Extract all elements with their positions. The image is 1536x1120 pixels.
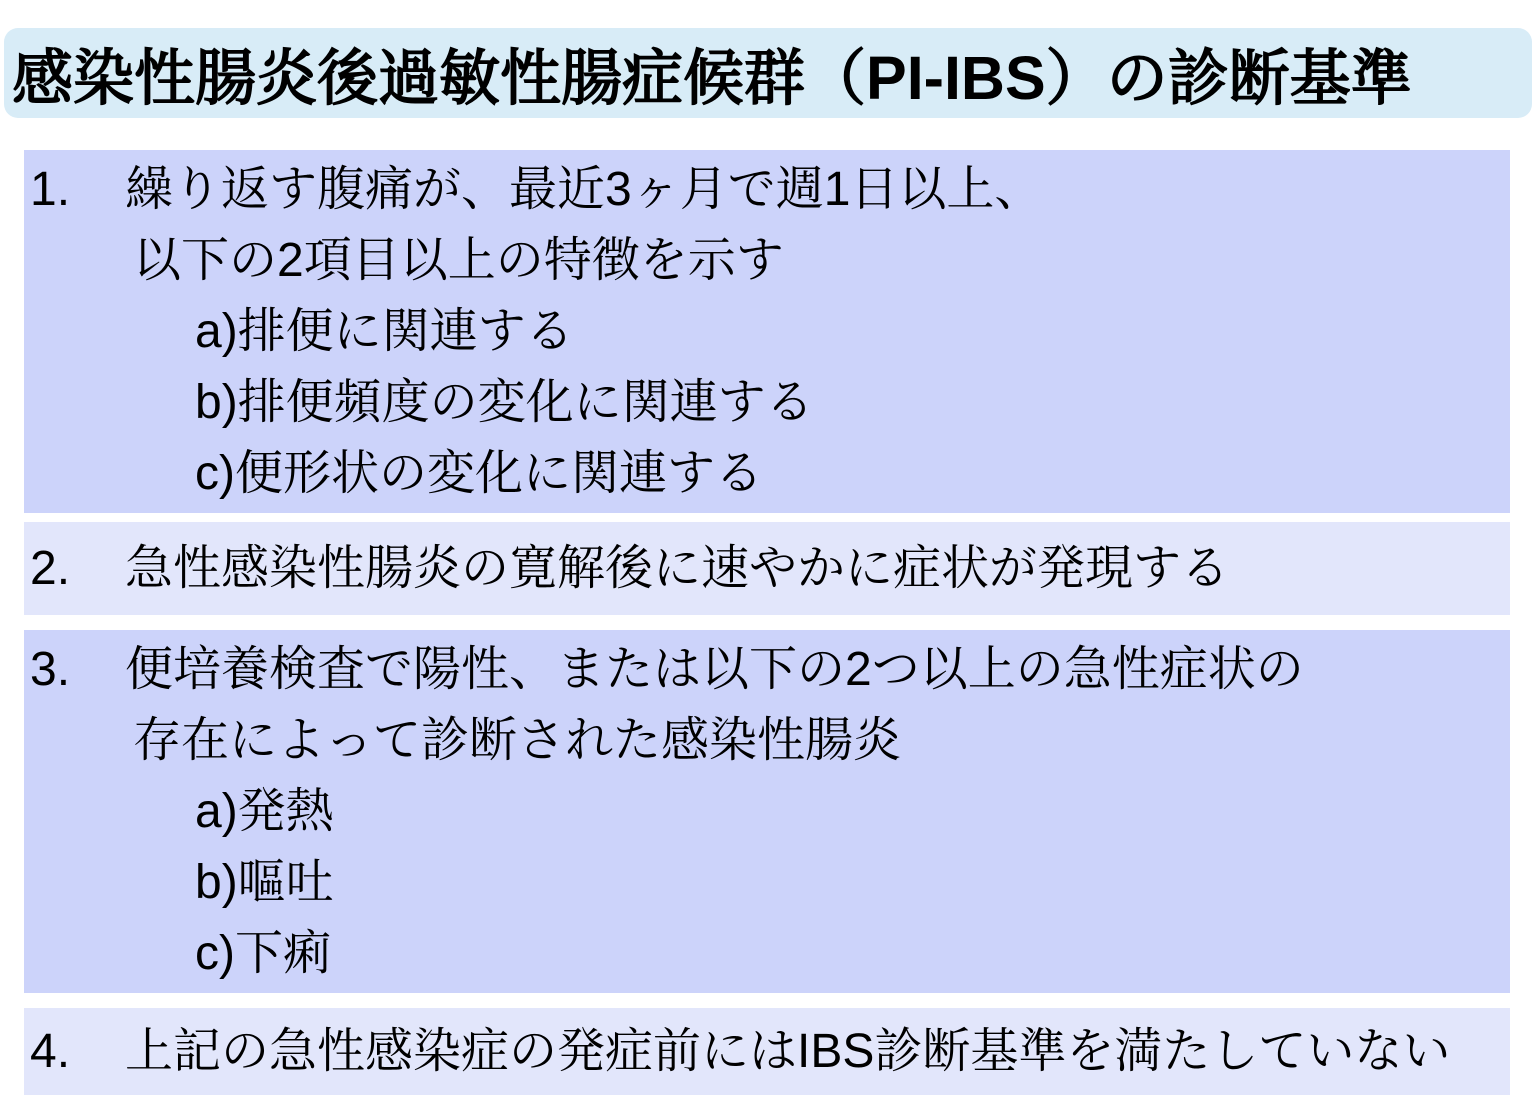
- criterion-3-first-line: [30, 634, 1510, 705]
- criterion-1-line-2: 以下の2項目以上の特徴を示す: [133, 234, 784, 287]
- criterion-1-subitem-c: c)便形状の変化に関連する: [195, 447, 763, 500]
- title-bar: [4, 28, 1532, 118]
- criterion-2: [24, 522, 1510, 615]
- page-title: 感染性腸炎後過敏性腸症候群（PI-IBS）の診断基準: [12, 43, 1412, 112]
- criterion-4-line-1: 上記の急性感染症の発症前にはIBS診断基準を満たしていない: [125, 1024, 1451, 1078]
- criterion-1: [24, 150, 1510, 513]
- criterion-2-number: 2.: [30, 541, 71, 595]
- criterion-3-subitem-c: c)下痢: [195, 927, 331, 980]
- criterion-1-subitem-b: b)排便頻度の変化に関連する: [195, 376, 814, 429]
- criterion-1-first-line: [30, 154, 1510, 225]
- criterion-3-line-2: 存在によって診断された感染性腸炎: [133, 714, 902, 767]
- criterion-3-number: 3.: [30, 643, 71, 696]
- criterion-4: [24, 1008, 1510, 1095]
- criterion-3-line-1: 便培養検査で陽性、または以下の2つ以上の急性症状の: [125, 643, 1304, 696]
- criterion-3: [24, 630, 1510, 993]
- criterion-4-number: 4.: [30, 1024, 71, 1078]
- criterion-1-number: 1.: [30, 163, 71, 216]
- criterion-3-subitem-a: a)発熱: [195, 785, 334, 838]
- criterion-1-subitem-a: a)排便に関連する: [195, 305, 574, 358]
- criterion-3-subitem-b: b)嘔吐: [195, 856, 334, 909]
- criterion-1-line-1: 繰り返す腹痛が、最近3ヶ月で週1日以上、: [125, 163, 1043, 216]
- criterion-2-line-1: 急性感染性腸炎の寛解後に速やかに症状が発現する: [125, 541, 1230, 595]
